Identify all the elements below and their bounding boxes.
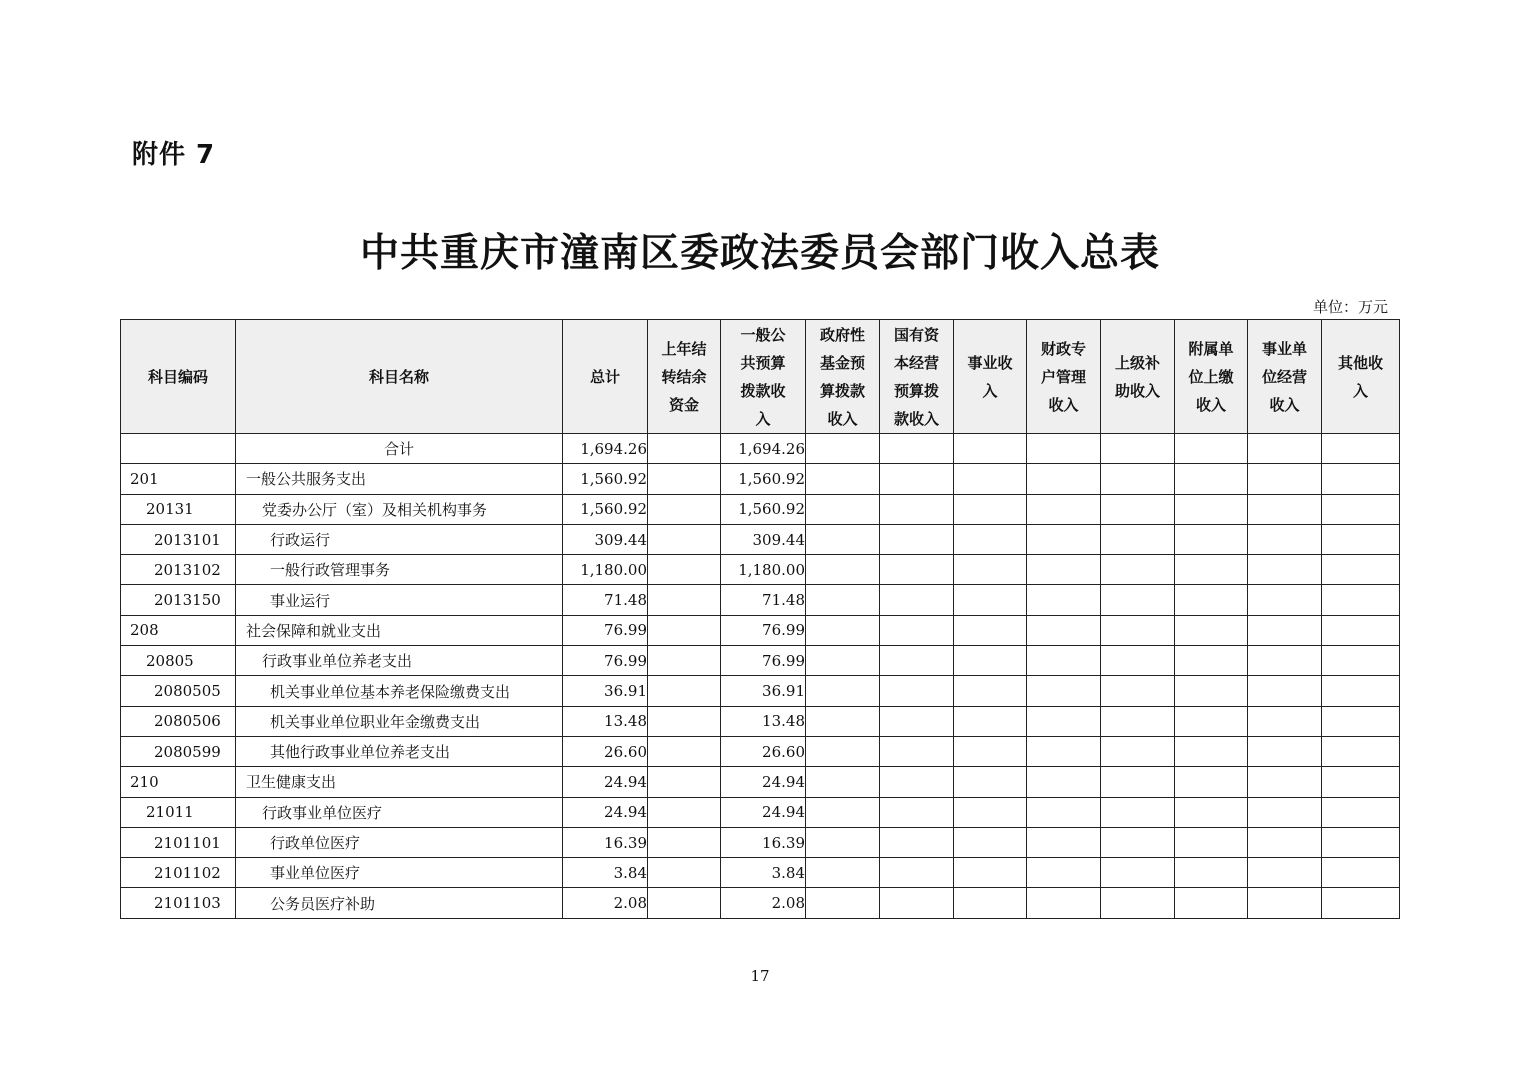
total-cell: 1,560.92	[563, 494, 648, 524]
subject-code-cell	[121, 434, 236, 464]
affiliated-cell	[1175, 767, 1248, 797]
state-capital-cell	[880, 494, 954, 524]
carryover-cell	[648, 676, 721, 706]
other-cell	[1322, 706, 1400, 736]
state-capital-cell	[880, 858, 954, 888]
table-row	[121, 646, 1400, 676]
other-cell	[1322, 434, 1400, 464]
header-line: 共预算	[740, 353, 786, 372]
subject-name-cell: 行政事业单位医疗	[236, 797, 563, 827]
gov-fund-cell	[806, 555, 880, 585]
business-income-cell	[954, 888, 1027, 918]
subject-name-cell: 党委办公厅（室）及相关机构事务	[236, 494, 563, 524]
subject-code-cell: 21011	[121, 797, 236, 827]
general-budget-cell: 13.48	[721, 706, 806, 736]
carryover-cell	[648, 646, 721, 676]
subject-code-cell: 208	[121, 615, 236, 645]
superior-subsidy-cell	[1101, 797, 1175, 827]
header-line: 上年结	[661, 339, 707, 358]
table-row	[121, 858, 1400, 888]
gov-fund-cell	[806, 827, 880, 857]
header-line: 其他收	[1337, 353, 1383, 372]
business-income-cell	[954, 494, 1027, 524]
header-line: 一般公	[740, 325, 786, 344]
superior-subsidy-cell	[1101, 464, 1175, 494]
state-capital-cell	[880, 646, 954, 676]
other-cell	[1322, 767, 1400, 797]
header-line: 科目名称	[368, 367, 429, 386]
other-cell	[1322, 494, 1400, 524]
subject-code-cell: 2080599	[121, 736, 236, 766]
subject-code-cell: 2013150	[121, 585, 236, 615]
unit-note: 单位：万元	[1312, 298, 1388, 316]
table-row	[121, 555, 1400, 585]
table-row	[121, 524, 1400, 554]
subject-name-cell: 事业单位医疗	[236, 858, 563, 888]
header-line: 事业收	[967, 353, 1013, 372]
header-line: 事业单	[1261, 339, 1307, 358]
fiscal-special-cell	[1027, 767, 1101, 797]
general-budget-cell: 1,180.00	[721, 555, 806, 585]
subject-name-cell: 社会保障和就业支出	[236, 615, 563, 645]
header-line: 上级补	[1114, 353, 1160, 372]
header-line: 转结余	[661, 367, 707, 386]
general-budget-cell: 71.48	[721, 585, 806, 615]
superior-subsidy-cell	[1101, 706, 1175, 736]
carryover-cell	[648, 888, 721, 918]
business-income-cell	[954, 434, 1027, 464]
gov-fund-cell	[806, 797, 880, 827]
affiliated-cell	[1175, 555, 1248, 585]
header-line: 位经营	[1261, 367, 1307, 386]
business-operation-cell	[1248, 676, 1322, 706]
business-operation-cell	[1248, 797, 1322, 827]
subject-name-cell: 其他行政事业单位养老支出	[236, 736, 563, 766]
affiliated-cell	[1175, 736, 1248, 766]
fiscal-special-cell	[1027, 797, 1101, 827]
total-cell: 3.84	[563, 858, 648, 888]
subject-name-cell: 机关事业单位职业年金缴费支出	[236, 706, 563, 736]
header-line: 入	[755, 409, 771, 428]
state-capital-cell	[880, 524, 954, 554]
business-operation-cell	[1248, 494, 1322, 524]
header-line: 拨款收	[740, 381, 786, 400]
business-operation-cell	[1248, 888, 1322, 918]
business-operation-cell	[1248, 767, 1322, 797]
header-line: 收入	[1048, 395, 1079, 414]
carryover-cell	[648, 464, 721, 494]
affiliated-cell	[1175, 827, 1248, 857]
subject-name-cell: 事业运行	[236, 585, 563, 615]
other-cell	[1322, 736, 1400, 766]
fiscal-special-cell	[1027, 736, 1101, 766]
header-general-budget	[721, 320, 806, 434]
business-income-cell	[954, 736, 1027, 766]
header-line: 户管理	[1040, 367, 1086, 386]
state-capital-cell	[880, 615, 954, 645]
business-operation-cell	[1248, 858, 1322, 888]
state-capital-cell	[880, 767, 954, 797]
header-line: 位上缴	[1188, 367, 1234, 386]
affiliated-cell	[1175, 494, 1248, 524]
gov-fund-cell	[806, 888, 880, 918]
gov-fund-cell	[806, 858, 880, 888]
subject-code-cell: 2101102	[121, 858, 236, 888]
fiscal-special-cell	[1027, 858, 1101, 888]
affiliated-cell	[1175, 524, 1248, 554]
table-row	[121, 736, 1400, 766]
header-line: 算拨款	[819, 381, 865, 400]
affiliated-cell	[1175, 888, 1248, 918]
carryover-cell	[648, 736, 721, 766]
other-cell	[1322, 615, 1400, 645]
header-line: 本经营	[893, 353, 939, 372]
header-line: 资金	[668, 395, 699, 414]
superior-subsidy-cell	[1101, 646, 1175, 676]
header-line: 入	[982, 381, 998, 400]
affiliated-cell	[1175, 676, 1248, 706]
business-income-cell	[954, 797, 1027, 827]
subject-code-cell: 2080505	[121, 676, 236, 706]
fiscal-special-cell	[1027, 615, 1101, 645]
subject-code-cell: 2101101	[121, 827, 236, 857]
table-row	[121, 888, 1400, 918]
header-line: 预算拨	[893, 381, 939, 400]
table-row	[121, 585, 1400, 615]
header-business-income	[954, 320, 1027, 434]
carryover-cell	[648, 858, 721, 888]
total-cell: 1,180.00	[563, 555, 648, 585]
income-summary-table	[120, 319, 1400, 919]
gov-fund-cell	[806, 706, 880, 736]
other-cell	[1322, 676, 1400, 706]
table-row	[121, 767, 1400, 797]
carryover-cell	[648, 555, 721, 585]
superior-subsidy-cell	[1101, 736, 1175, 766]
business-operation-cell	[1248, 736, 1322, 766]
business-income-cell	[954, 858, 1027, 888]
superior-subsidy-cell	[1101, 858, 1175, 888]
other-cell	[1322, 464, 1400, 494]
business-operation-cell	[1248, 615, 1322, 645]
header-superior-subsidy	[1101, 320, 1175, 434]
header-line: 政府性	[819, 325, 865, 344]
header-line: 科目编码	[147, 367, 208, 386]
total-cell: 24.94	[563, 767, 648, 797]
carryover-cell	[648, 615, 721, 645]
state-capital-cell	[880, 555, 954, 585]
superior-subsidy-cell	[1101, 555, 1175, 585]
header-line: 收入	[1195, 395, 1226, 414]
business-operation-cell	[1248, 827, 1322, 857]
business-operation-cell	[1248, 434, 1322, 464]
total-cell: 1,560.92	[563, 464, 648, 494]
page-number: 17	[750, 967, 770, 985]
subject-name-cell: 一般公共服务支出	[236, 464, 563, 494]
carryover-cell	[648, 827, 721, 857]
subject-code-cell: 210	[121, 767, 236, 797]
state-capital-cell	[880, 676, 954, 706]
general-budget-cell: 24.94	[721, 797, 806, 827]
superior-subsidy-cell	[1101, 767, 1175, 797]
subject-code-cell: 201	[121, 464, 236, 494]
header-line: 基金预	[819, 353, 865, 372]
total-cell: 2.08	[563, 888, 648, 918]
superior-subsidy-cell	[1101, 434, 1175, 464]
fiscal-special-cell	[1027, 646, 1101, 676]
fiscal-special-cell	[1027, 676, 1101, 706]
table-body	[121, 434, 1400, 919]
general-budget-cell: 1,560.92	[721, 494, 806, 524]
total-cell: 24.94	[563, 797, 648, 827]
table-row	[121, 434, 1400, 464]
header-other-income	[1322, 320, 1400, 434]
subject-code-cell: 2013102	[121, 555, 236, 585]
header-state-capital	[880, 320, 954, 434]
superior-subsidy-cell	[1101, 585, 1175, 615]
subject-name-cell: 公务员医疗补助	[236, 888, 563, 918]
superior-subsidy-cell	[1101, 615, 1175, 645]
other-cell	[1322, 555, 1400, 585]
affiliated-cell	[1175, 585, 1248, 615]
affiliated-cell	[1175, 797, 1248, 827]
fiscal-special-cell	[1027, 524, 1101, 554]
state-capital-cell	[880, 797, 954, 827]
state-capital-cell	[880, 736, 954, 766]
header-carryover	[648, 320, 721, 434]
total-cell: 1,694.26	[563, 434, 648, 464]
table-row	[121, 797, 1400, 827]
subject-code-cell: 2101103	[121, 888, 236, 918]
business-income-cell	[954, 615, 1027, 645]
state-capital-cell	[880, 827, 954, 857]
business-operation-cell	[1248, 524, 1322, 554]
superior-subsidy-cell	[1101, 827, 1175, 857]
state-capital-cell	[880, 434, 954, 464]
subject-name-cell: 行政事业单位养老支出	[236, 646, 563, 676]
business-income-cell	[954, 767, 1027, 797]
subject-name-cell: 机关事业单位基本养老保险缴费支出	[236, 676, 563, 706]
table-row	[121, 827, 1400, 857]
affiliated-cell	[1175, 464, 1248, 494]
affiliated-cell	[1175, 706, 1248, 736]
general-budget-cell: 76.99	[721, 615, 806, 645]
gov-fund-cell	[806, 767, 880, 797]
header-business-operation	[1248, 320, 1322, 434]
gov-fund-cell	[806, 676, 880, 706]
superior-subsidy-cell	[1101, 676, 1175, 706]
header-fiscal-special	[1027, 320, 1101, 434]
subject-name-cell: 行政运行	[236, 524, 563, 554]
carryover-cell	[648, 767, 721, 797]
subject-code-cell: 20805	[121, 646, 236, 676]
subject-name-cell: 行政单位医疗	[236, 827, 563, 857]
general-budget-cell: 24.94	[721, 767, 806, 797]
superior-subsidy-cell	[1101, 494, 1175, 524]
header-line: 款收入	[893, 409, 939, 428]
subject-name-cell: 合计	[236, 434, 563, 464]
fiscal-special-cell	[1027, 555, 1101, 585]
gov-fund-cell	[806, 464, 880, 494]
subject-code-cell: 2013101	[121, 524, 236, 554]
header-subject-name	[236, 320, 563, 434]
subject-name-cell: 一般行政管理事务	[236, 555, 563, 585]
affiliated-cell	[1175, 646, 1248, 676]
business-income-cell	[954, 676, 1027, 706]
business-income-cell	[954, 524, 1027, 554]
other-cell	[1322, 585, 1400, 615]
state-capital-cell	[880, 706, 954, 736]
general-budget-cell: 1,560.92	[721, 464, 806, 494]
carryover-cell	[648, 434, 721, 464]
fiscal-special-cell	[1027, 494, 1101, 524]
general-budget-cell: 2.08	[721, 888, 806, 918]
fiscal-special-cell	[1027, 585, 1101, 615]
carryover-cell	[648, 494, 721, 524]
general-budget-cell: 76.99	[721, 646, 806, 676]
header-line: 收入	[827, 409, 858, 428]
other-cell	[1322, 827, 1400, 857]
general-budget-cell: 16.39	[721, 827, 806, 857]
header-gov-fund	[806, 320, 880, 434]
header-subject-code	[121, 320, 236, 434]
total-cell: 13.48	[563, 706, 648, 736]
table-row	[121, 706, 1400, 736]
header-line: 总计	[589, 367, 620, 386]
total-cell: 16.39	[563, 827, 648, 857]
affiliated-cell	[1175, 858, 1248, 888]
other-cell	[1322, 524, 1400, 554]
gov-fund-cell	[806, 585, 880, 615]
fiscal-special-cell	[1027, 888, 1101, 918]
fiscal-special-cell	[1027, 464, 1101, 494]
gov-fund-cell	[806, 434, 880, 464]
total-cell: 36.91	[563, 676, 648, 706]
table-header	[121, 320, 1400, 434]
state-capital-cell	[880, 585, 954, 615]
business-income-cell	[954, 827, 1027, 857]
fiscal-special-cell	[1027, 827, 1101, 857]
gov-fund-cell	[806, 615, 880, 645]
business-operation-cell	[1248, 555, 1322, 585]
affiliated-cell	[1175, 615, 1248, 645]
attachment-label: 附件 7	[132, 140, 216, 170]
gov-fund-cell	[806, 494, 880, 524]
fiscal-special-cell	[1027, 706, 1101, 736]
table-row	[121, 676, 1400, 706]
table-row	[121, 615, 1400, 645]
general-budget-cell: 1,694.26	[721, 434, 806, 464]
total-cell: 76.99	[563, 615, 648, 645]
table-row	[121, 464, 1400, 494]
state-capital-cell	[880, 464, 954, 494]
header-line: 财政专	[1040, 339, 1086, 358]
gov-fund-cell	[806, 736, 880, 766]
general-budget-cell: 36.91	[721, 676, 806, 706]
page-title: 中共重庆市潼南区委政法委员会部门收入总表	[359, 230, 1160, 276]
state-capital-cell	[880, 888, 954, 918]
fiscal-special-cell	[1027, 434, 1101, 464]
carryover-cell	[648, 585, 721, 615]
header-line: 助收入	[1114, 381, 1160, 400]
total-cell: 309.44	[563, 524, 648, 554]
subject-name-cell: 卫生健康支出	[236, 767, 563, 797]
business-operation-cell	[1248, 646, 1322, 676]
affiliated-cell	[1175, 434, 1248, 464]
subject-code-cell: 20131	[121, 494, 236, 524]
carryover-cell	[648, 706, 721, 736]
general-budget-cell: 309.44	[721, 524, 806, 554]
business-income-cell	[954, 706, 1027, 736]
total-cell: 71.48	[563, 585, 648, 615]
header-line: 国有资	[893, 325, 939, 344]
header-line: 附属单	[1188, 339, 1234, 358]
business-income-cell	[954, 585, 1027, 615]
header-row	[121, 320, 1400, 434]
other-cell	[1322, 888, 1400, 918]
business-income-cell	[954, 464, 1027, 494]
header-line: 入	[1352, 381, 1368, 400]
superior-subsidy-cell	[1101, 524, 1175, 554]
business-income-cell	[954, 555, 1027, 585]
other-cell	[1322, 797, 1400, 827]
table-row	[121, 494, 1400, 524]
carryover-cell	[648, 797, 721, 827]
other-cell	[1322, 646, 1400, 676]
general-budget-cell: 3.84	[721, 858, 806, 888]
gov-fund-cell	[806, 524, 880, 554]
header-affiliated	[1175, 320, 1248, 434]
carryover-cell	[648, 524, 721, 554]
business-income-cell	[954, 646, 1027, 676]
business-operation-cell	[1248, 464, 1322, 494]
other-cell	[1322, 858, 1400, 888]
header-total	[563, 320, 648, 434]
gov-fund-cell	[806, 646, 880, 676]
business-operation-cell	[1248, 585, 1322, 615]
business-operation-cell	[1248, 706, 1322, 736]
superior-subsidy-cell	[1101, 888, 1175, 918]
general-budget-cell: 26.60	[721, 736, 806, 766]
total-cell: 76.99	[563, 646, 648, 676]
total-cell: 26.60	[563, 736, 648, 766]
header-line: 收入	[1269, 395, 1300, 414]
subject-code-cell: 2080506	[121, 706, 236, 736]
